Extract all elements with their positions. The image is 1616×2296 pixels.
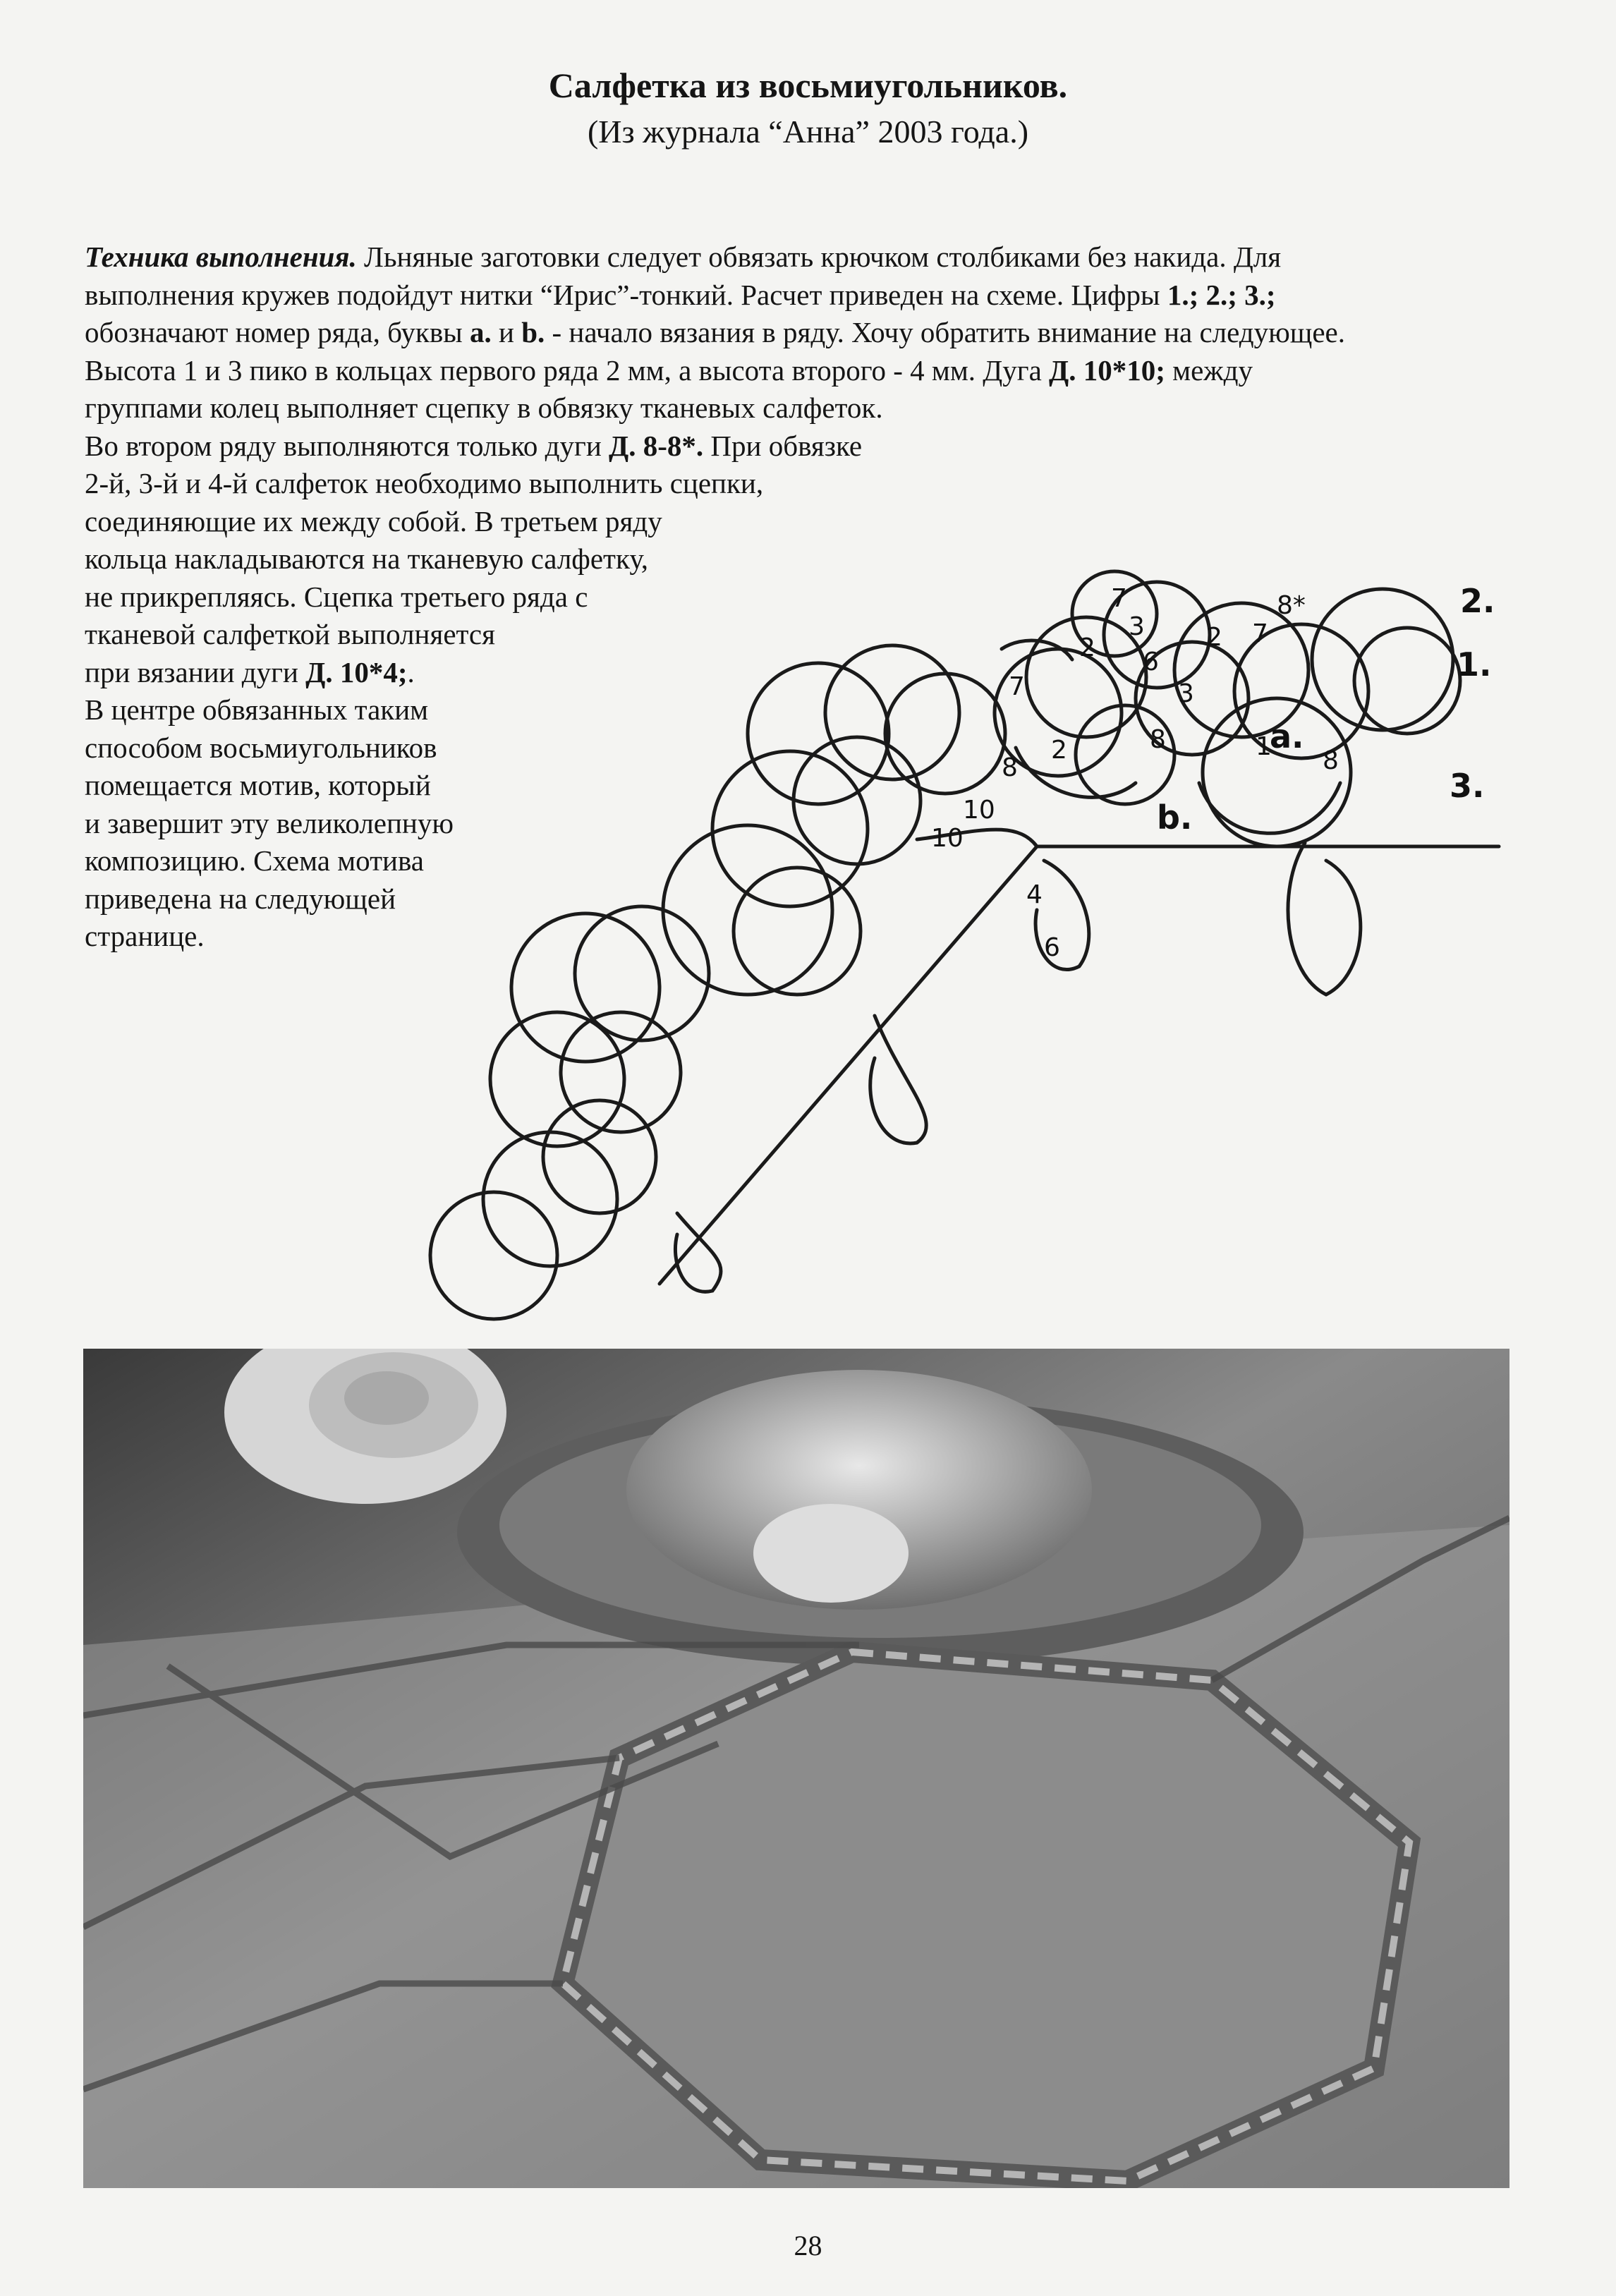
text-line: не прикрепляясь. Сцепка третьего ряда с	[85, 580, 588, 613]
text-line: при вязании дуги Д. 10*4;.	[85, 655, 415, 688]
count-label: 10	[963, 796, 995, 825]
text-line: группами колец выполняет сцепку в обвязку тканевых салфеток.	[85, 391, 883, 424]
count-label: 7	[1009, 672, 1025, 701]
row-label: 3.	[1450, 767, 1485, 805]
technique-heading: Техника выполнения.	[85, 241, 357, 273]
text-line: Техника выполнения. Льняные заготовки следует обвязать крючком столбиками без накида. Для	[85, 241, 1282, 273]
page-subtitle: (Из журнала “Анна” 2003 года.)	[587, 114, 1029, 150]
page-title: Салфетка из восьмиугольников.	[548, 66, 1068, 105]
octagon-doily	[563, 1652, 1409, 2181]
rings-middle-cluster	[663, 645, 1089, 995]
count-label: 1	[1256, 732, 1272, 761]
count-label: 2	[1206, 623, 1222, 652]
count-label: 3	[1178, 679, 1194, 708]
base-edge-diagonal	[660, 846, 1037, 1284]
page-number: 28	[794, 2230, 822, 2261]
start-label: a.	[1270, 717, 1304, 755]
row-label: 2.	[1460, 582, 1495, 620]
count-label: 3	[1129, 612, 1145, 641]
text-line: выполнения кружев подойдут нитки “Ирис”-тонкий. Расчет приведен на схеме. Цифры 1.; 2.; 3.;	[85, 278, 1276, 311]
count-label: 8*	[1277, 591, 1306, 620]
count-label: 8	[1002, 753, 1018, 782]
text-line: странице.	[85, 920, 205, 952]
count-label: 2	[1051, 736, 1067, 765]
row-label: 1.	[1457, 645, 1492, 684]
count-label: 6	[1044, 933, 1060, 962]
text-line: Высота 1 и 3 пико в кольцах первого ряда 2 мм, а высота второго - 4 мм. Дуга Д. 10*10; между	[85, 353, 1253, 387]
text-line: соединяющие их между собой. В третьем ряду	[85, 504, 662, 537]
count-label: 7	[1111, 584, 1127, 613]
text-line: В центре обвязанных таким	[85, 693, 429, 726]
count-label: 2	[1079, 633, 1095, 662]
text-line: обозначают номер ряда, буквы a. и b. - начало вязания в ряду. Хочу обратить внимание на следующее.	[85, 316, 1345, 348]
text-line: помещается мотив, который	[85, 769, 431, 801]
doily-photo	[83, 1349, 1509, 2188]
text-line: кольца накладываются на тканевую салфетку,	[85, 542, 648, 575]
text-line: 2-й, 3-й и 4-й салфеток необходимо выполнить сцепки,	[85, 467, 764, 499]
count-label: 10	[931, 824, 964, 853]
start-label: b.	[1157, 798, 1193, 837]
count-label: 8	[1150, 725, 1166, 754]
text-line: тканевой салфеткой выполняется	[85, 618, 495, 650]
count-label: 8	[1323, 746, 1339, 775]
count-label: 4	[1026, 880, 1043, 909]
count-label: 7	[1252, 619, 1268, 648]
text-line: приведена на следующей	[85, 882, 396, 915]
rings-lower-left	[430, 906, 926, 1319]
tatting-scheme-diagram	[423, 536, 1524, 1333]
text-line: способом восьмиугольников	[85, 731, 437, 764]
text-line: и завершит эту великолепную	[85, 806, 454, 839]
count-label: 6	[1143, 648, 1159, 676]
text-line: Во втором ряду выполняются только дуги Д. 8-8*. При обвязке	[85, 429, 863, 462]
text-line: композицию. Схема мотива	[85, 844, 425, 877]
